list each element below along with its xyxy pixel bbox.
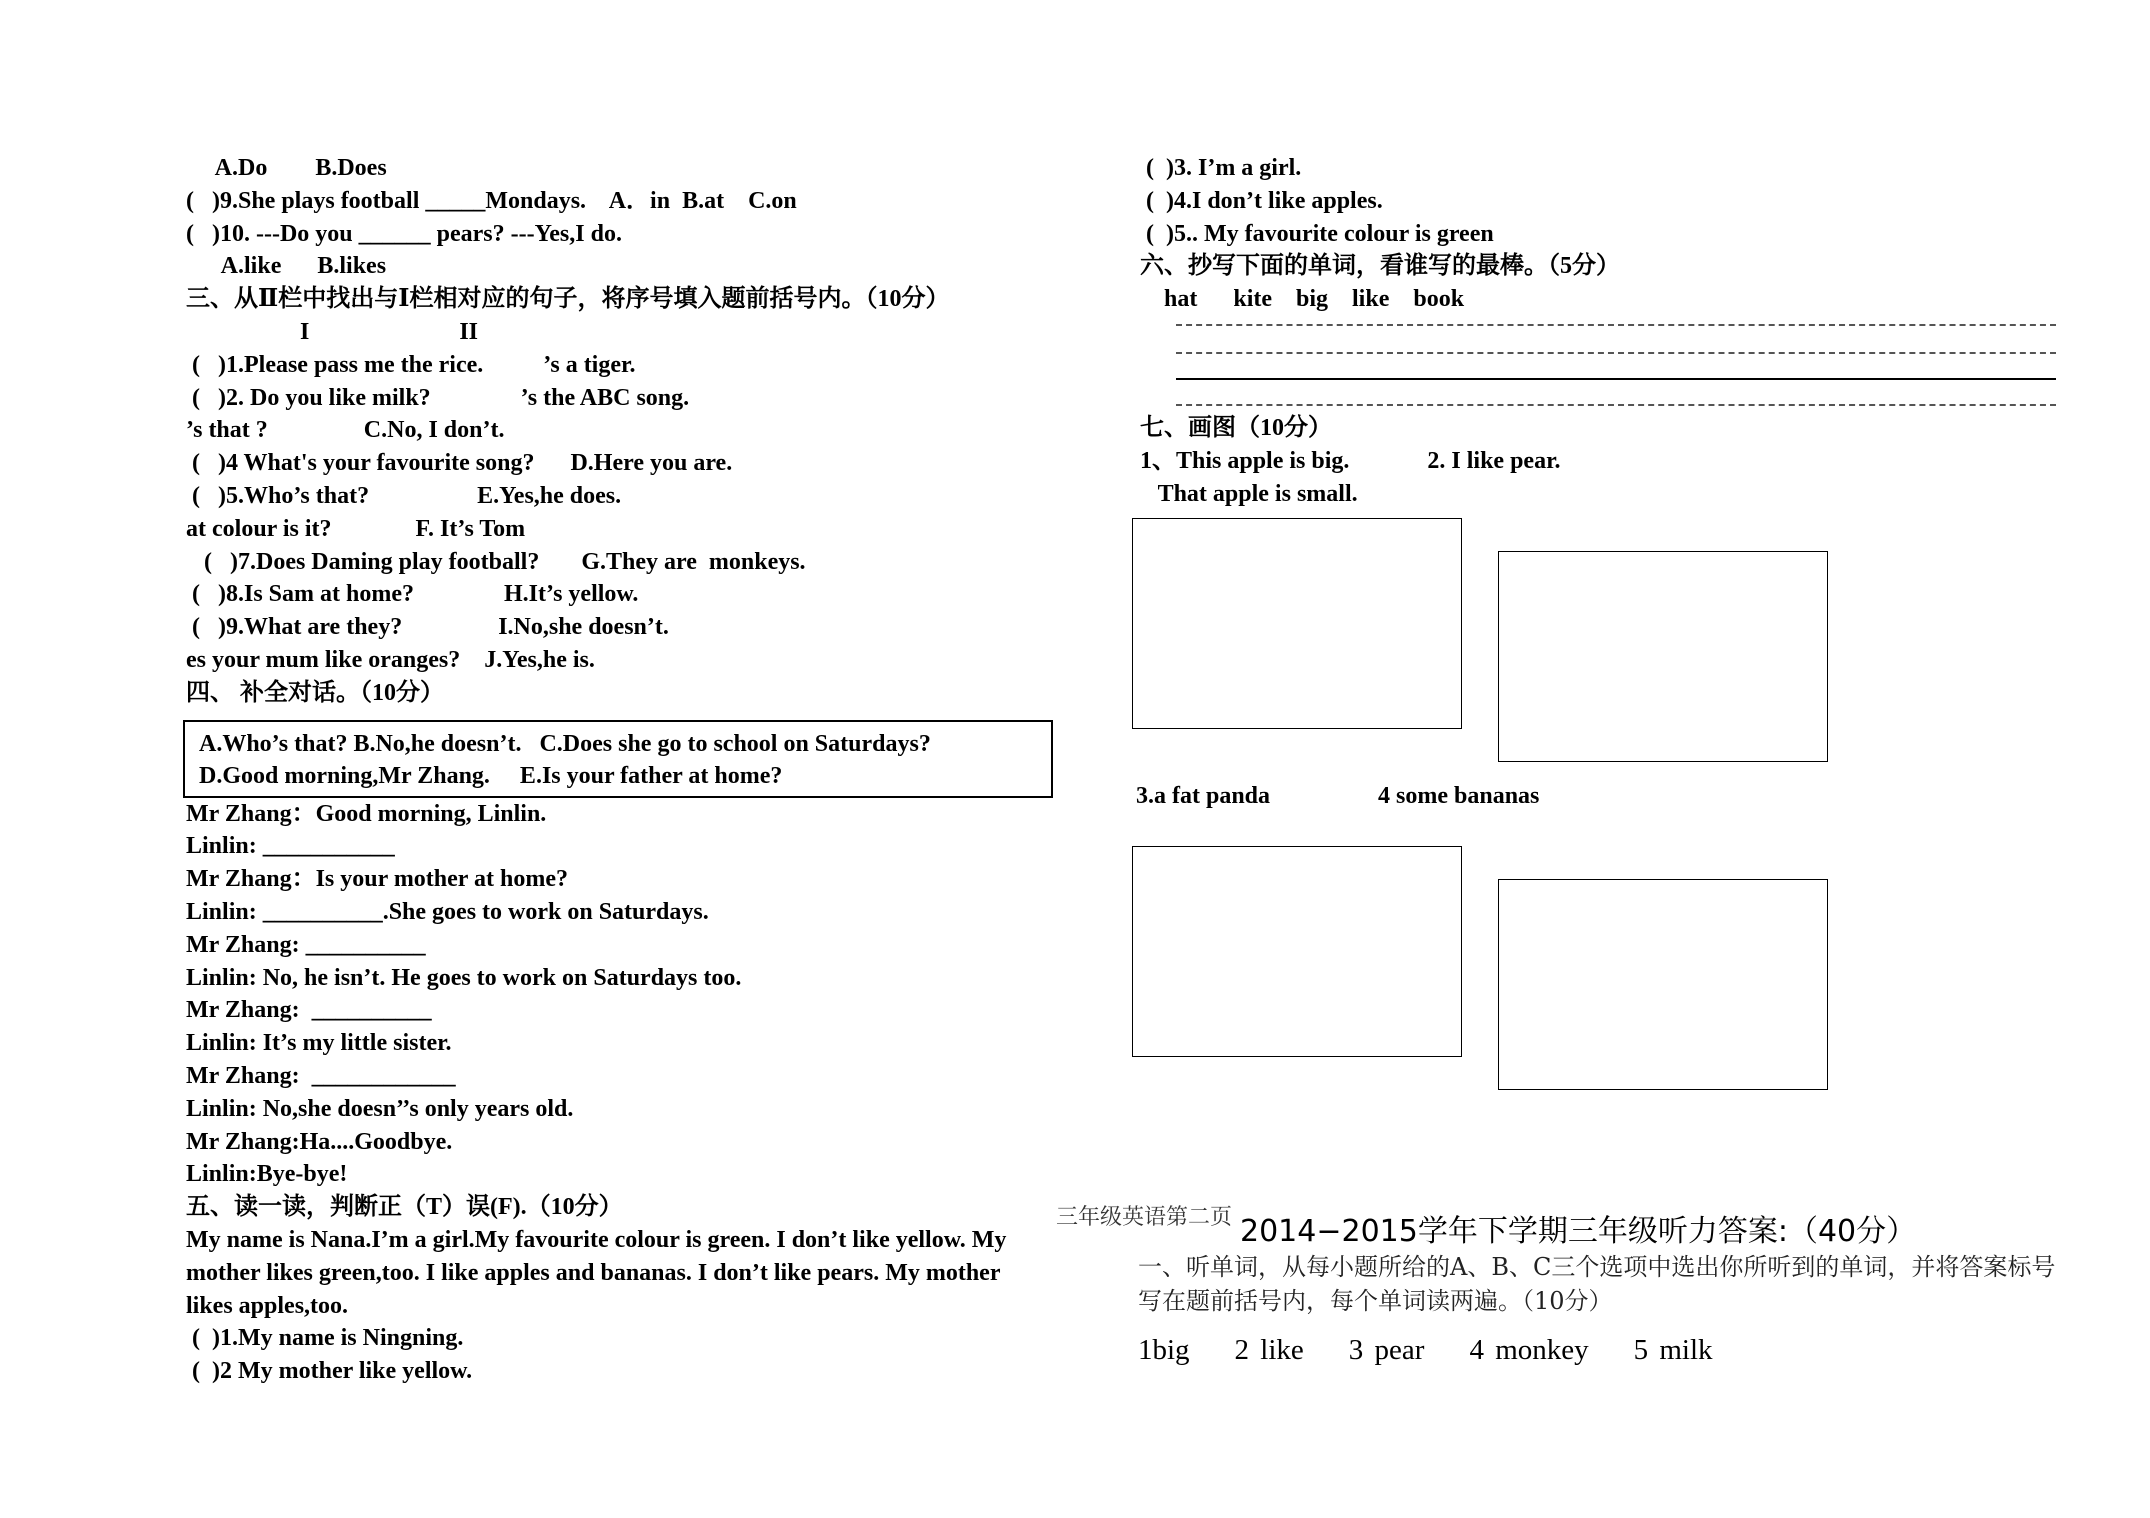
exercise-section-2-3 xyxy=(186,152,1066,710)
drawing-row2-label: 3.a fat panda 4 some bananas xyxy=(1136,783,1540,809)
left-text-line: mother likes green,too. I like apples and bananas. I don’t like pears. My mother xyxy=(186,1259,1001,1286)
left-text-line: Mr Zhang：Is your mother at home? xyxy=(186,866,569,893)
left-text-line: A.Do B.Does xyxy=(186,155,387,181)
option-box-line: D.Good morning,Mr Zhang. E.Is your father at home? xyxy=(199,762,783,789)
left-text-line: Mr Zhang: __________ xyxy=(186,931,426,958)
left-text-line: ( )2 My mother like yellow. xyxy=(186,1358,473,1385)
left-text-line: at colour is it? F. It’s Tom xyxy=(186,515,526,542)
drawing-box-4[interactable] xyxy=(1498,879,1828,1090)
left-text-line: 三、从Ⅱ栏中找出与Ⅰ栏相对应的句子，将序号填入题前括号内。（10分） xyxy=(186,286,950,313)
left-text-line: ( )8.Is Sam at home? H.It’s yellow. xyxy=(186,581,639,608)
left-text-line: Linlin: No, he isn’t. He goes to work on Saturdays too. xyxy=(186,964,742,991)
option-box-line: A.Who’s that? B.No,he doesn’t. C.Does she go to school on Saturdays? xyxy=(199,730,931,757)
right-text-line: ( )4.I don’t like apples. xyxy=(1140,187,1383,214)
dialogue-options-box xyxy=(183,720,1053,798)
left-text-line: Mr Zhang：Good morning, Linlin. xyxy=(186,800,547,827)
left-text-line: ’s that ? C.No, I don’t. xyxy=(186,417,505,444)
right-text-line: 六、抄写下面的单词，看谁写的最棒。（5分） xyxy=(1140,253,1620,280)
left-text-line: ( )2. Do you like milk? ’s the ABC song. xyxy=(186,384,690,411)
reading-judgement-and-copy-section xyxy=(1140,152,2060,316)
right-text-line: ( )3. I’m a girl. xyxy=(1140,155,1302,181)
drawing-box-3[interactable] xyxy=(1132,846,1462,1057)
right-text-line: That apple is small. xyxy=(1140,480,1358,507)
drawing-section xyxy=(1140,412,2060,510)
right-column xyxy=(1140,152,2060,510)
left-text-line: ( )5.Who’s that? E.Yes,he does. xyxy=(186,482,622,509)
drawing-box-1[interactable] xyxy=(1132,518,1462,729)
page-footer: 三年级英语第二页 xyxy=(1056,1205,1233,1230)
left-text-line: likes apples,too. xyxy=(186,1292,349,1319)
dialogue-and-reading-section xyxy=(186,798,1066,1388)
left-text-line: ( )4 What's your favourite song? D.Here you are. xyxy=(186,450,733,477)
left-text-line: Mr Zhang:Ha....Goodbye. xyxy=(186,1128,453,1155)
left-text-line: ( )1.My name is Ningning. xyxy=(186,1325,464,1352)
left-column xyxy=(186,152,1066,1388)
drawing-box-2[interactable] xyxy=(1498,551,1828,762)
left-text-line: Mr Zhang: __________ xyxy=(186,997,432,1024)
left-text-line: ( )9.She plays football _____Mondays. A．in B.at C.on xyxy=(186,187,797,214)
right-text-line: 1、This apple is big. 2. I like pear. xyxy=(1140,447,1561,474)
left-text-line: ( )7.Does Daming play football? G.They are monkeys. xyxy=(186,548,806,575)
left-text-line: ( )10. ---Do you ______ pears? ---Yes,I do. xyxy=(186,220,622,247)
right-text-line: hat kite big like book xyxy=(1140,286,1465,313)
left-text-line: Linlin:Bye-bye! xyxy=(186,1161,348,1188)
left-text-line: 四、 补全对话。（10分） xyxy=(186,679,444,706)
right-text-line: 七、画图（10分） xyxy=(1140,414,1332,441)
left-text-line: es your mum like oranges? J.Yes,he is. xyxy=(186,646,595,673)
left-text-line: I II xyxy=(186,318,479,345)
left-text-line: Linlin: ___________ xyxy=(186,833,395,860)
answer-words: 1big 2 like 3 pear 4 monkey 5 milk xyxy=(1138,1334,1713,1366)
answer-instruction: 一、听单词，从每小题所给的A、B、C三个选项中选出你所听到的单词，并将答案标号写在题前括号内，每个单词读两遍。（10分） xyxy=(1138,1253,2056,1315)
left-text-line: Linlin: __________.She goes to work on Saturdays. xyxy=(186,898,709,925)
right-text-line: ( )5.. My favourite colour is green xyxy=(1140,220,1494,247)
left-text-line: 五、读一读，判断正（T）误(F).（10分） xyxy=(186,1194,623,1221)
left-text-line: ( )1.Please pass me the rice. ’s a tiger. xyxy=(186,351,636,378)
answer-title: 2014−2015学年下学期三年级听力答案:（40分） xyxy=(1240,1214,1917,1249)
left-text-line: Mr Zhang: ____________ xyxy=(186,1062,456,1089)
left-text-line: A.like B.likes xyxy=(186,253,387,280)
left-text-line: Linlin: No,she doesn’’s only years old. xyxy=(186,1095,574,1122)
left-text-line: Linlin: It’s my little sister. xyxy=(186,1030,452,1057)
left-text-line: My name is Nana.I’m a girl.My favourite colour is green. I don’t like yellow. My xyxy=(186,1226,1007,1253)
left-text-line: ( )9.What are they? I.No,she doesn’t. xyxy=(186,614,669,641)
